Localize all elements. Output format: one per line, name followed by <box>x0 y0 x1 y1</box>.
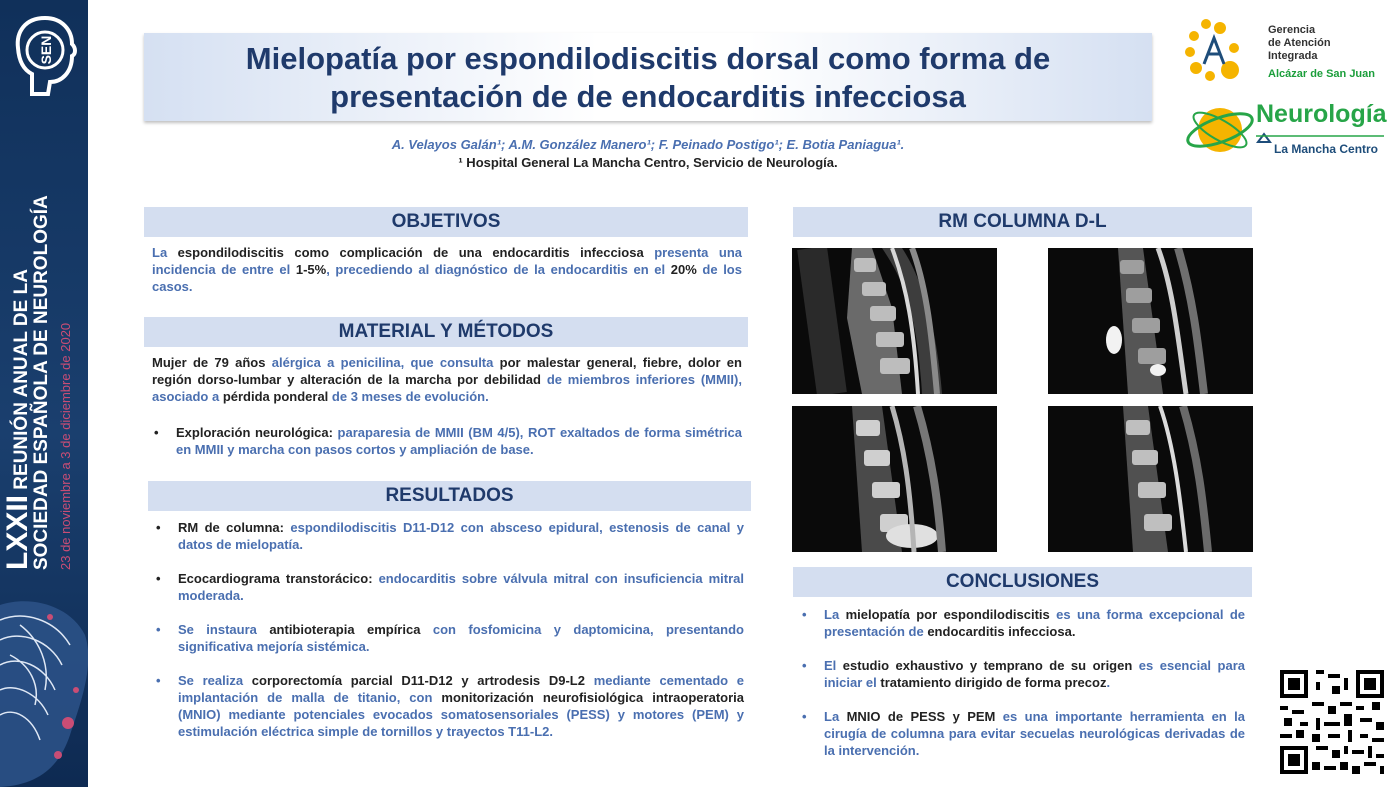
objetivos-heading: OBJETIVOS <box>144 207 748 237</box>
res2-part-1: Ecocardiograma transtorácico: <box>178 571 373 586</box>
resultado-item-eco <box>154 570 744 604</box>
rm-heading: RM COLUMNA D-L <box>793 207 1252 237</box>
con2-part-4: tratamiento dirigido de forma precoz <box>880 675 1107 690</box>
con2-part-2: estudio exhaustivo y temprano de su origen <box>842 658 1133 673</box>
congress-line1: REUNIÓN ANUAL DE LA <box>11 269 32 490</box>
res3-part-2: antibioterapia empírica <box>269 622 421 637</box>
sen-logo <box>10 10 80 100</box>
con3-part-3: es una importante herramienta en la cirugía de columna para evitar secuelas neurológicas derivadas de la intervención. <box>824 709 1245 758</box>
obj-part-3: presenta una incidencia de entre el <box>152 245 742 277</box>
con3-part-1: La <box>824 709 840 724</box>
met-part-4: de miembros inferiores (MMII), asociado a <box>152 372 742 404</box>
qr-code[interactable] <box>1280 670 1384 774</box>
title-banner <box>144 33 1152 121</box>
obj-part-4: 1-5% <box>295 262 327 277</box>
gai-line-3: Integrada <box>1268 50 1318 62</box>
mri-image-2 <box>1048 248 1253 394</box>
congress-sidebar <box>0 0 88 787</box>
met-part-6: de 3 meses de evolución. <box>331 389 489 404</box>
met-part-2: alérgica a penicilina, que consulta <box>271 355 494 370</box>
mri-image-4 <box>1048 406 1253 552</box>
res1-part-2: espondilodiscitis D11-D12 con absceso epidural, estenosis de canal y datos de mielopatía. <box>178 520 744 552</box>
conclusiones-list <box>800 606 1245 759</box>
obj-part-6: 20% <box>670 262 697 277</box>
conclusion-item-1 <box>800 606 1245 640</box>
resultados-heading: RESULTADOS <box>148 481 751 511</box>
exploracion-bullet <box>152 424 742 458</box>
congress-line2: SOCIEDAD ESPAÑOLA DE NEUROLOGÍA <box>31 195 52 570</box>
met-part-5: pérdida ponderal <box>222 389 329 404</box>
brain-illustration <box>0 595 88 787</box>
title-line-2: presentación de de endocarditis infecciosa <box>330 79 966 114</box>
objetivos-text <box>152 244 742 295</box>
conclusion-item-3 <box>800 708 1245 759</box>
gai-name <box>1268 24 1331 63</box>
congress-number: LXXII <box>1 494 34 570</box>
res1-part-1: RM de columna: <box>178 520 284 535</box>
authors: A. Velayos Galán¹; A.M. González Manero¹; F. Peinado Postigo¹; E. Botia Paniagua¹. <box>391 137 905 152</box>
conclusion-item-2 <box>800 657 1245 691</box>
res4-part-4: monitorización neurofisiológica intraoperatoria <box>441 690 744 705</box>
obj-part-1: La <box>152 245 168 260</box>
con1-part-2: mielopatía por espondilodiscitis <box>845 607 1050 622</box>
con3-part-2: MNIO de PESS y PEM <box>846 709 996 724</box>
con1-part-3: es una forma excepcional de presentación de <box>824 607 1245 639</box>
resultados-list <box>154 519 744 740</box>
res4-part-2: corporectomía parcial D11-D12 y artrodesis D9-L2 <box>251 673 585 688</box>
con1-part-1: La <box>824 607 840 622</box>
sen-logo-text: SEN <box>38 35 54 65</box>
exp-part-1: Exploración neurológica: <box>176 425 333 440</box>
metodos-heading: MATERIAL Y MÉTODOS <box>144 317 748 347</box>
res4-part-3: mediante cementado e implantación de malla de titanio, con <box>178 673 745 705</box>
con1-part-4: endocarditis infecciosa. <box>927 624 1076 639</box>
res3-part-1: Se instaura <box>178 622 257 637</box>
gai-location: Alcázar de San Juan <box>1268 68 1375 80</box>
neurology-subtitle: La Mancha Centro <box>1274 142 1379 156</box>
resultado-item-rm <box>154 519 744 553</box>
res4-part-1: Se realiza <box>178 673 244 688</box>
affiliation: ¹ Hospital General La Mancha Centro, Servicio de Neurología. <box>458 155 838 170</box>
gai-line-1: Gerencia <box>1268 24 1316 36</box>
res4-part-5: (MNIO) mediante potenciales evocados somatosensoriales (PESS) y motores (PEM) y estimulación eléctrica simple de tornillos y trayectos T11-L2. <box>178 707 744 739</box>
res2-part-2: endocarditis sobre válvula mitral con insuficiencia mitral moderada. <box>178 571 744 603</box>
mri-image-1 <box>792 248 997 394</box>
gai-line-2: de Atención <box>1268 37 1331 49</box>
conclusiones-heading: CONCLUSIONES <box>793 567 1252 597</box>
met-part-1: Mujer de 79 años <box>152 355 266 370</box>
res3-part-3: con fosfomicina y daptomicina, presentando significativa mejoría sistémica. <box>178 622 744 654</box>
title-line-1: Mielopatía por espondilodiscitis dorsal como forma de <box>245 41 1051 76</box>
con2-part-3: es esencial para iniciar el <box>824 658 1245 690</box>
metodos-text <box>152 354 742 405</box>
exploracion-item <box>152 424 742 458</box>
con2-part-5: . <box>1106 675 1111 690</box>
resultado-item-cirugia <box>154 672 744 740</box>
con2-part-1: El <box>824 658 837 673</box>
exp-part-2: paraparesia de MMII (BM 4/5), ROT exaltados de forma simétrica en MMII y marcha con pasos cortos y ampliación de base. <box>176 425 742 457</box>
mri-image-3 <box>792 406 997 552</box>
obj-part-7: de los casos. <box>152 262 742 294</box>
obj-part-2: espondilodiscitis como complicación de una endocarditis infecciosa <box>177 245 644 260</box>
met-part-3: por malestar general, fiebre, dolor en región dorso-lumbar y alteración de la marcha por debilidad <box>152 355 742 387</box>
obj-part-5: , precediendo al diagnóstico de la endocarditis en el <box>326 262 666 277</box>
neurology-title: Neurología <box>1256 100 1387 128</box>
resultado-item-antibio <box>154 621 744 655</box>
poster-title <box>144 40 1152 116</box>
congress-dates: 23 de noviembre a 3 de diciembre de 2020 <box>58 322 73 570</box>
